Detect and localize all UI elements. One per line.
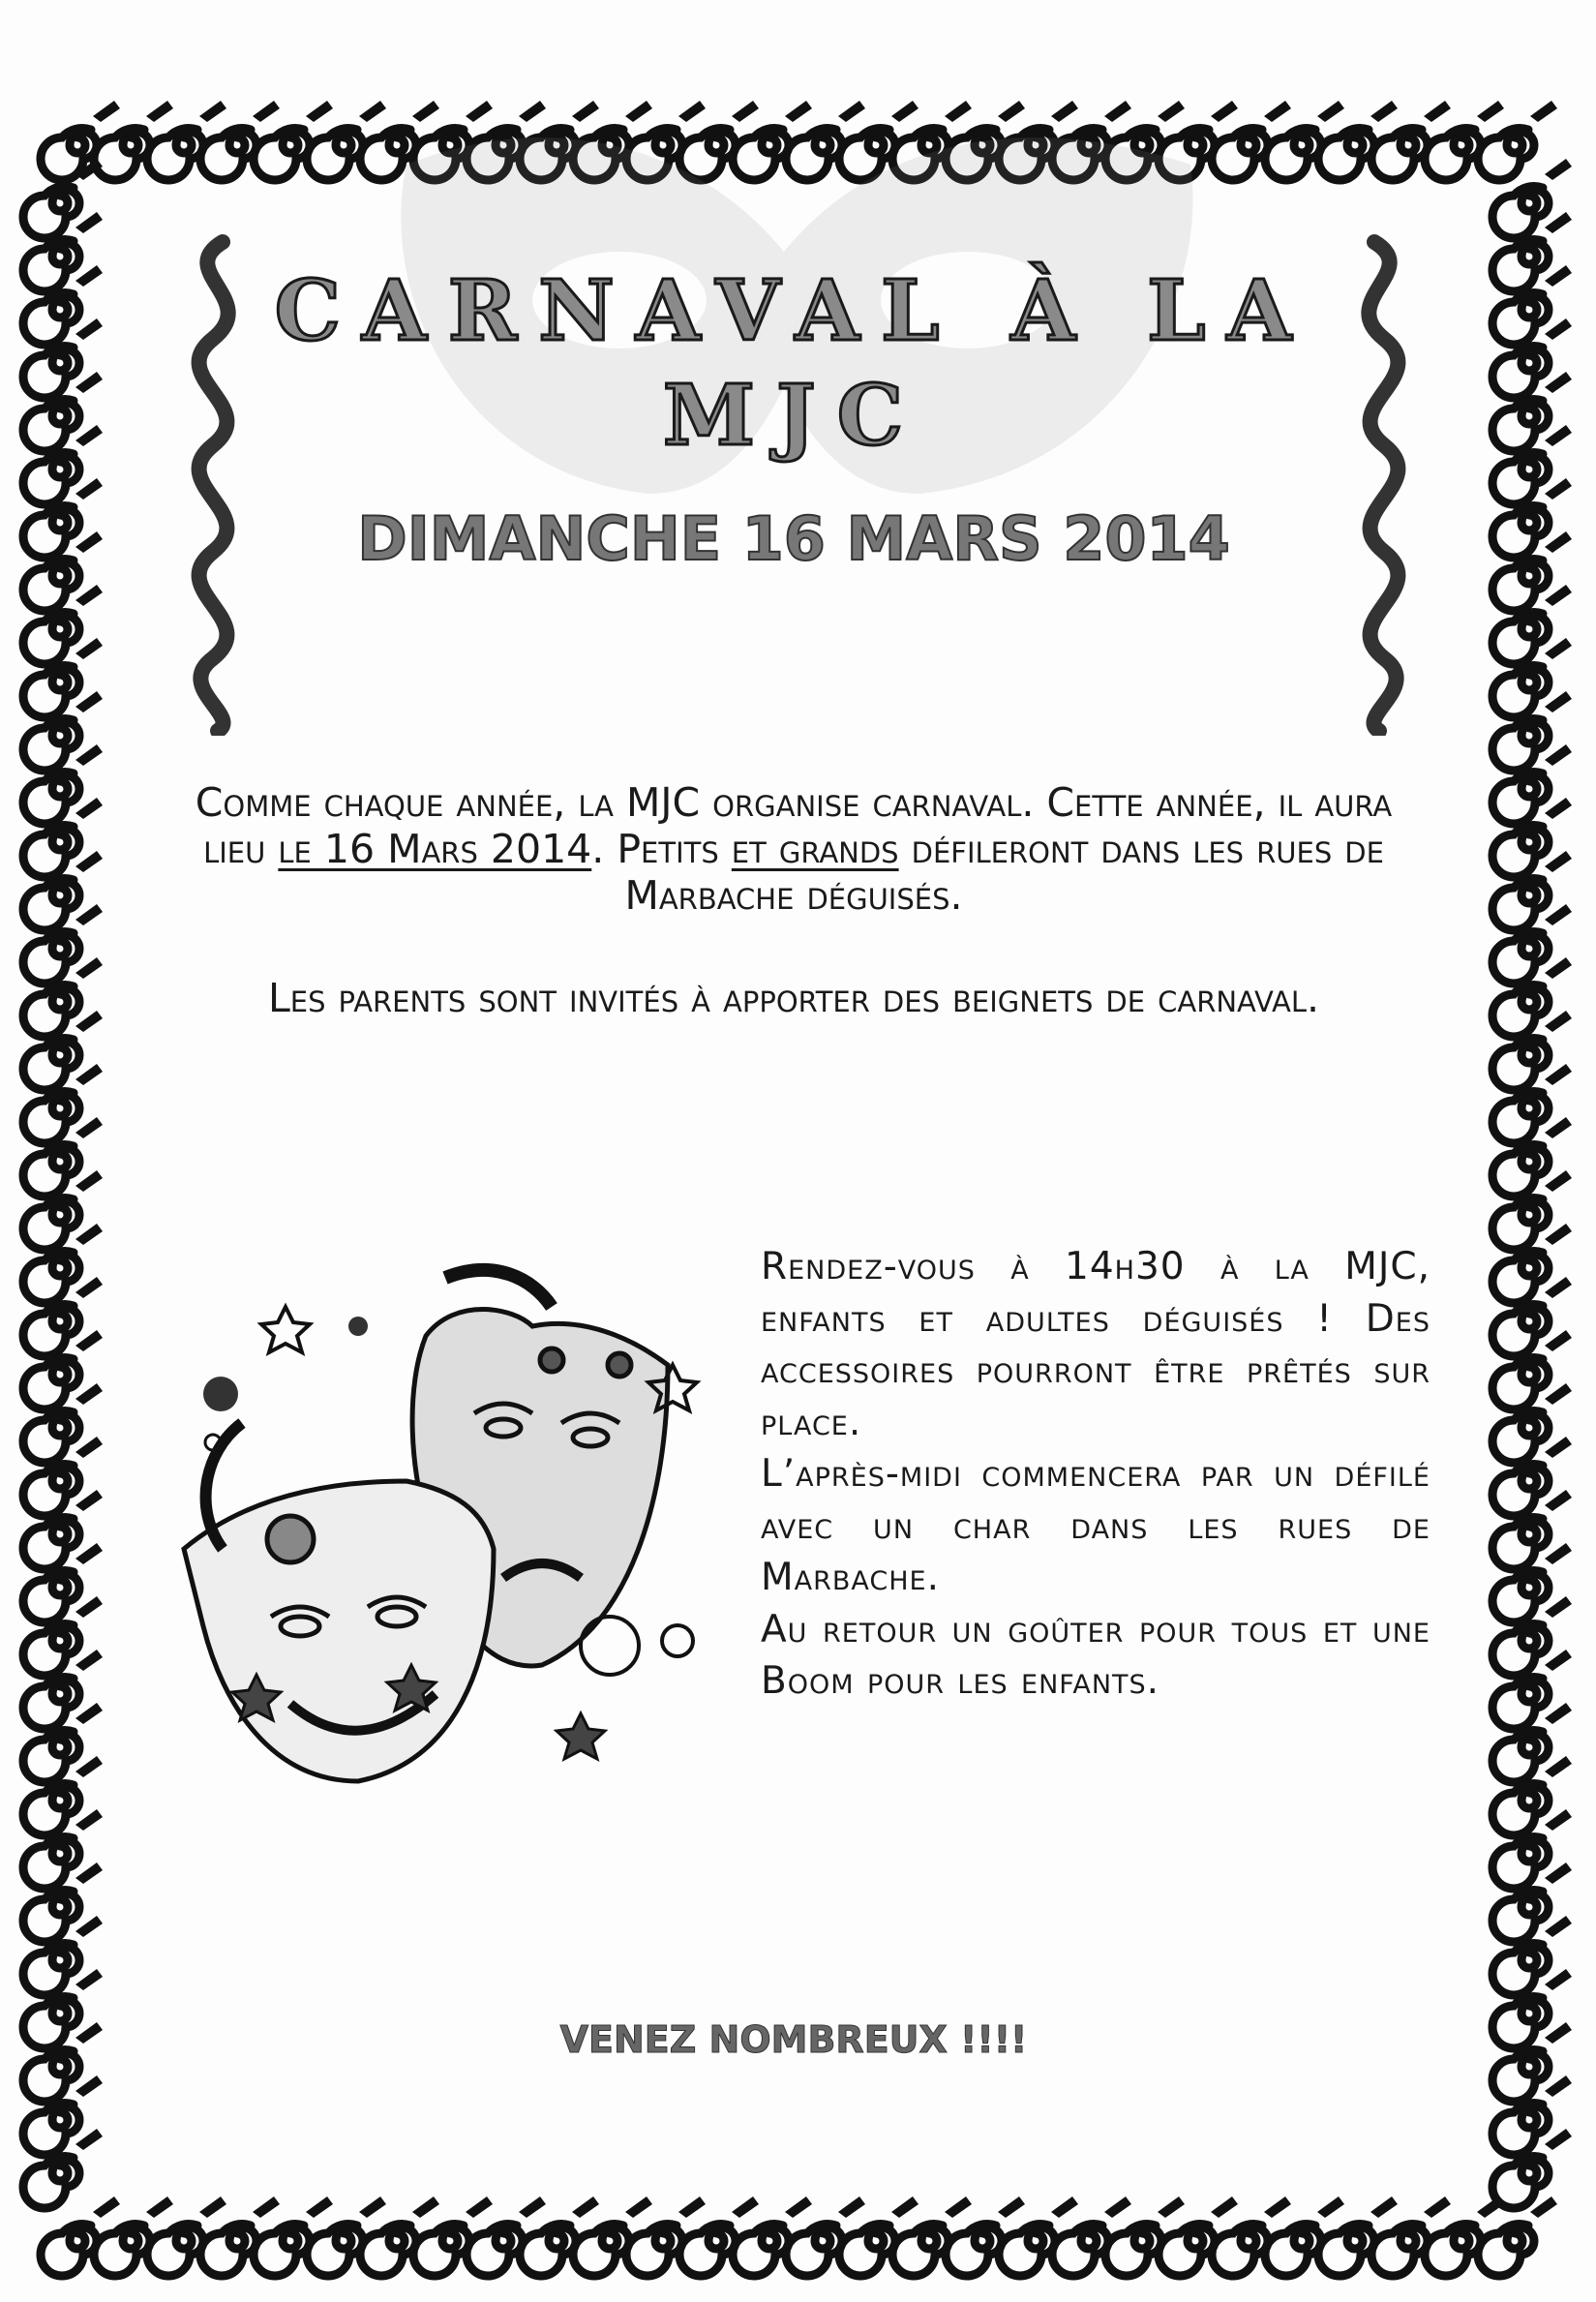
spiral-flourish-icon [23,744,103,824]
spiral-flourish-icon [23,1543,103,1622]
spiral-flourish-icon [892,2196,972,2276]
spiral-flourish-icon [23,2075,103,2155]
spiral-flourish-icon [23,1809,103,1889]
spiral-flourish-icon [1492,425,1572,504]
intro-date-underlined: le 16 Mars 2014 [278,826,592,872]
spiral-flourish-icon [1492,1330,1572,1409]
spiral-flourish-icon [23,212,103,291]
spiral-flourish-icon [1105,2196,1185,2276]
spiral-flourish-icon [1492,1596,1572,1676]
details-text [761,1241,1430,1708]
intro-paragraph-2: Les parents sont invités à apporter des beignets de carnaval. [267,975,1320,1021]
spiral-flourish-icon [23,585,103,664]
spiral-flourish-icon [520,2196,599,2276]
spiral-flourish-icon [23,1703,103,1782]
spiral-flourish-icon [23,957,103,1037]
spiral-flourish-icon [1265,2196,1344,2276]
spiral-flourish-icon [999,2196,1078,2276]
spiral-flourish-icon [41,101,120,180]
spiral-flourish-icon [1492,1437,1572,1516]
spiral-flourish-icon [1492,1756,1572,1835]
spiral-flourish-icon [1492,1916,1572,1995]
spiral-flourish-icon [573,2196,652,2276]
spiral-flourish-icon [1492,1011,1572,1090]
spiral-flourish-icon [23,691,103,771]
spiral-flourish-icon [1492,212,1572,291]
spiral-flourish-icon [23,1437,103,1516]
spiral-flourish-icon [1492,1170,1572,1250]
spiral-flourish-icon [1492,744,1572,824]
spiral-flourish-icon [23,372,103,451]
spiral-flourish-icon [360,2196,439,2276]
spiral-flourish-icon [23,1170,103,1250]
spiral-flourish-icon [1492,1224,1572,1303]
spiral-flourish-icon [23,1330,103,1409]
spiral-flourish-icon [147,101,226,180]
spiral-flourish-icon [1492,1064,1572,1143]
spiral-flourish-icon [1492,265,1572,345]
spiral-flourish-icon [413,2196,493,2276]
spiral-flourish-icon [1371,101,1451,180]
spiral-flourish-icon [1492,1809,1572,1889]
spiral-flourish-icon [307,2196,386,2276]
spiral-flourish-icon [94,2196,173,2276]
spiral-flourish-icon [1492,159,1572,238]
spiral-flourish-icon [1492,1703,1572,1782]
spiral-flourish-icon [679,2196,759,2276]
spiral-flourish-icon [23,1011,103,1090]
spiral-flourish-icon [1318,101,1398,180]
spiral-flourish-icon [94,101,173,180]
spiral-flourish-icon [839,2196,918,2276]
spiral-flourish-icon [1265,101,1344,180]
spiral-flourish-icon [254,101,333,180]
event-date: DIMANCHE 16 MARS 2014 [357,503,1230,574]
spiral-flourish-icon [1052,2196,1131,2276]
spiral-flourish-icon [23,1596,103,1676]
spiral-flourish-icon [23,1916,103,1995]
spiral-flourish-icon [733,2196,812,2276]
spiral-flourish-icon [467,2196,546,2276]
intro-text-part: Comme chaque année, la MJC organise carnaval. Cette année, il aura lieu [195,779,1393,872]
spiral-flourish-icon [1492,531,1572,611]
intro-text [165,779,1423,1077]
spiral-flourish-icon [1492,1117,1572,1196]
spiral-flourish-icon [23,1863,103,1942]
spiral-flourish-icon [1492,1969,1572,2048]
spiral-flourish-icon [23,425,103,504]
spiral-flourish-icon [1492,1543,1572,1622]
spiral-flourish-icon [23,265,103,345]
theatre-masks-icon [165,1258,707,1801]
spiral-flourish-icon [1478,101,1557,180]
spiral-flourish-icon [1371,2196,1451,2276]
details-paragraph-3: Au retour un goûter pour tous et une Boom pour les enfants. [761,1607,1430,1703]
spiral-flourish-icon [1492,691,1572,771]
spiral-flourish-icon [1318,2196,1398,2276]
title-line-1: CARNAVAL À LA [274,261,1313,360]
spiral-flourish-icon [23,2129,103,2208]
spiral-flourish-icon [23,1756,103,1835]
spiral-flourish-icon [1492,1383,1572,1463]
spiral-flourish-icon [1492,1490,1572,1569]
spiral-flourish-icon [1425,101,1504,180]
spiral-flourish-icon [1492,638,1572,717]
border-right [1492,159,1572,2208]
spiral-flourish-icon [23,1224,103,1303]
spiral-flourish-icon [1212,101,1291,180]
spiral-flourish-icon [23,1650,103,1729]
spiral-flourish-icon [786,2196,865,2276]
spiral-flourish-icon [1492,318,1572,398]
spiral-flourish-icon [23,1277,103,1356]
spiral-flourish-icon [41,2196,120,2276]
page-title [232,259,1355,469]
spiral-flourish-icon [23,1490,103,1569]
details-paragraph-2: L’après-midi commencera par un défilé avec un char dans les rues de Marbache. [761,1452,1430,1599]
spiral-flourish-icon [946,2196,1025,2276]
spiral-flourish-icon [23,478,103,558]
spiral-flourish-icon [1492,798,1572,877]
spiral-flourish-icon [1492,904,1572,984]
spiral-flourish-icon [23,1117,103,1196]
intro-grands-underlined: et grands [731,826,899,872]
spiral-flourish-icon [1492,478,1572,558]
spiral-flourish-icon [23,1064,103,1143]
closing-call: VENEZ NOMBREUX !!!! [559,2018,1028,2061]
spiral-flourish-icon [1478,2196,1557,2276]
intro-paragraph-1 [165,779,1423,919]
spiral-flourish-icon [1492,585,1572,664]
spiral-flourish-icon [1492,1650,1572,1729]
spiral-flourish-icon [626,2196,706,2276]
spiral-flourish-icon [1492,2075,1572,2155]
spiral-flourish-icon [1425,2196,1504,2276]
spiral-flourish-icon [147,2196,226,2276]
spiral-flourish-icon [23,798,103,877]
spiral-flourish-icon [23,318,103,398]
border-bottom [41,2196,1557,2276]
spiral-flourish-icon [200,2196,280,2276]
spiral-flourish-icon [23,1969,103,2048]
spiral-flourish-icon [1492,1863,1572,1942]
intro-text-part: défileront dans les rues de Marbache déguisés. [624,826,1384,919]
spiral-flourish-icon [1492,957,1572,1037]
spiral-flourish-icon [23,638,103,717]
spiral-flourish-icon [1492,2129,1572,2208]
spiral-flourish-icon [23,2022,103,2102]
spiral-flourish-icon [1492,851,1572,930]
border-left [23,159,103,2208]
spiral-flourish-icon [254,2196,333,2276]
title-line-2: MJC [662,366,925,465]
spiral-flourish-icon [23,1383,103,1463]
spiral-flourish-icon [1492,1277,1572,1356]
spiral-flourish-icon [307,101,386,180]
spiral-flourish-icon [23,851,103,930]
spiral-flourish-icon [1212,2196,1291,2276]
intro-text-part: . Petits [591,826,732,872]
spiral-flourish-icon [23,904,103,984]
spiral-flourish-icon [23,159,103,238]
details-paragraph-1: Rendez-vous à 14h30 à la MJC, enfants et adultes déguisés ! Des accessoires pourront être prêtés sur place. [761,1245,1430,1444]
spiral-flourish-icon [1492,372,1572,451]
spiral-flourish-icon [200,101,280,180]
spiral-flourish-icon [1159,2196,1238,2276]
spiral-flourish-icon [1492,2022,1572,2102]
spiral-flourish-icon [23,531,103,611]
